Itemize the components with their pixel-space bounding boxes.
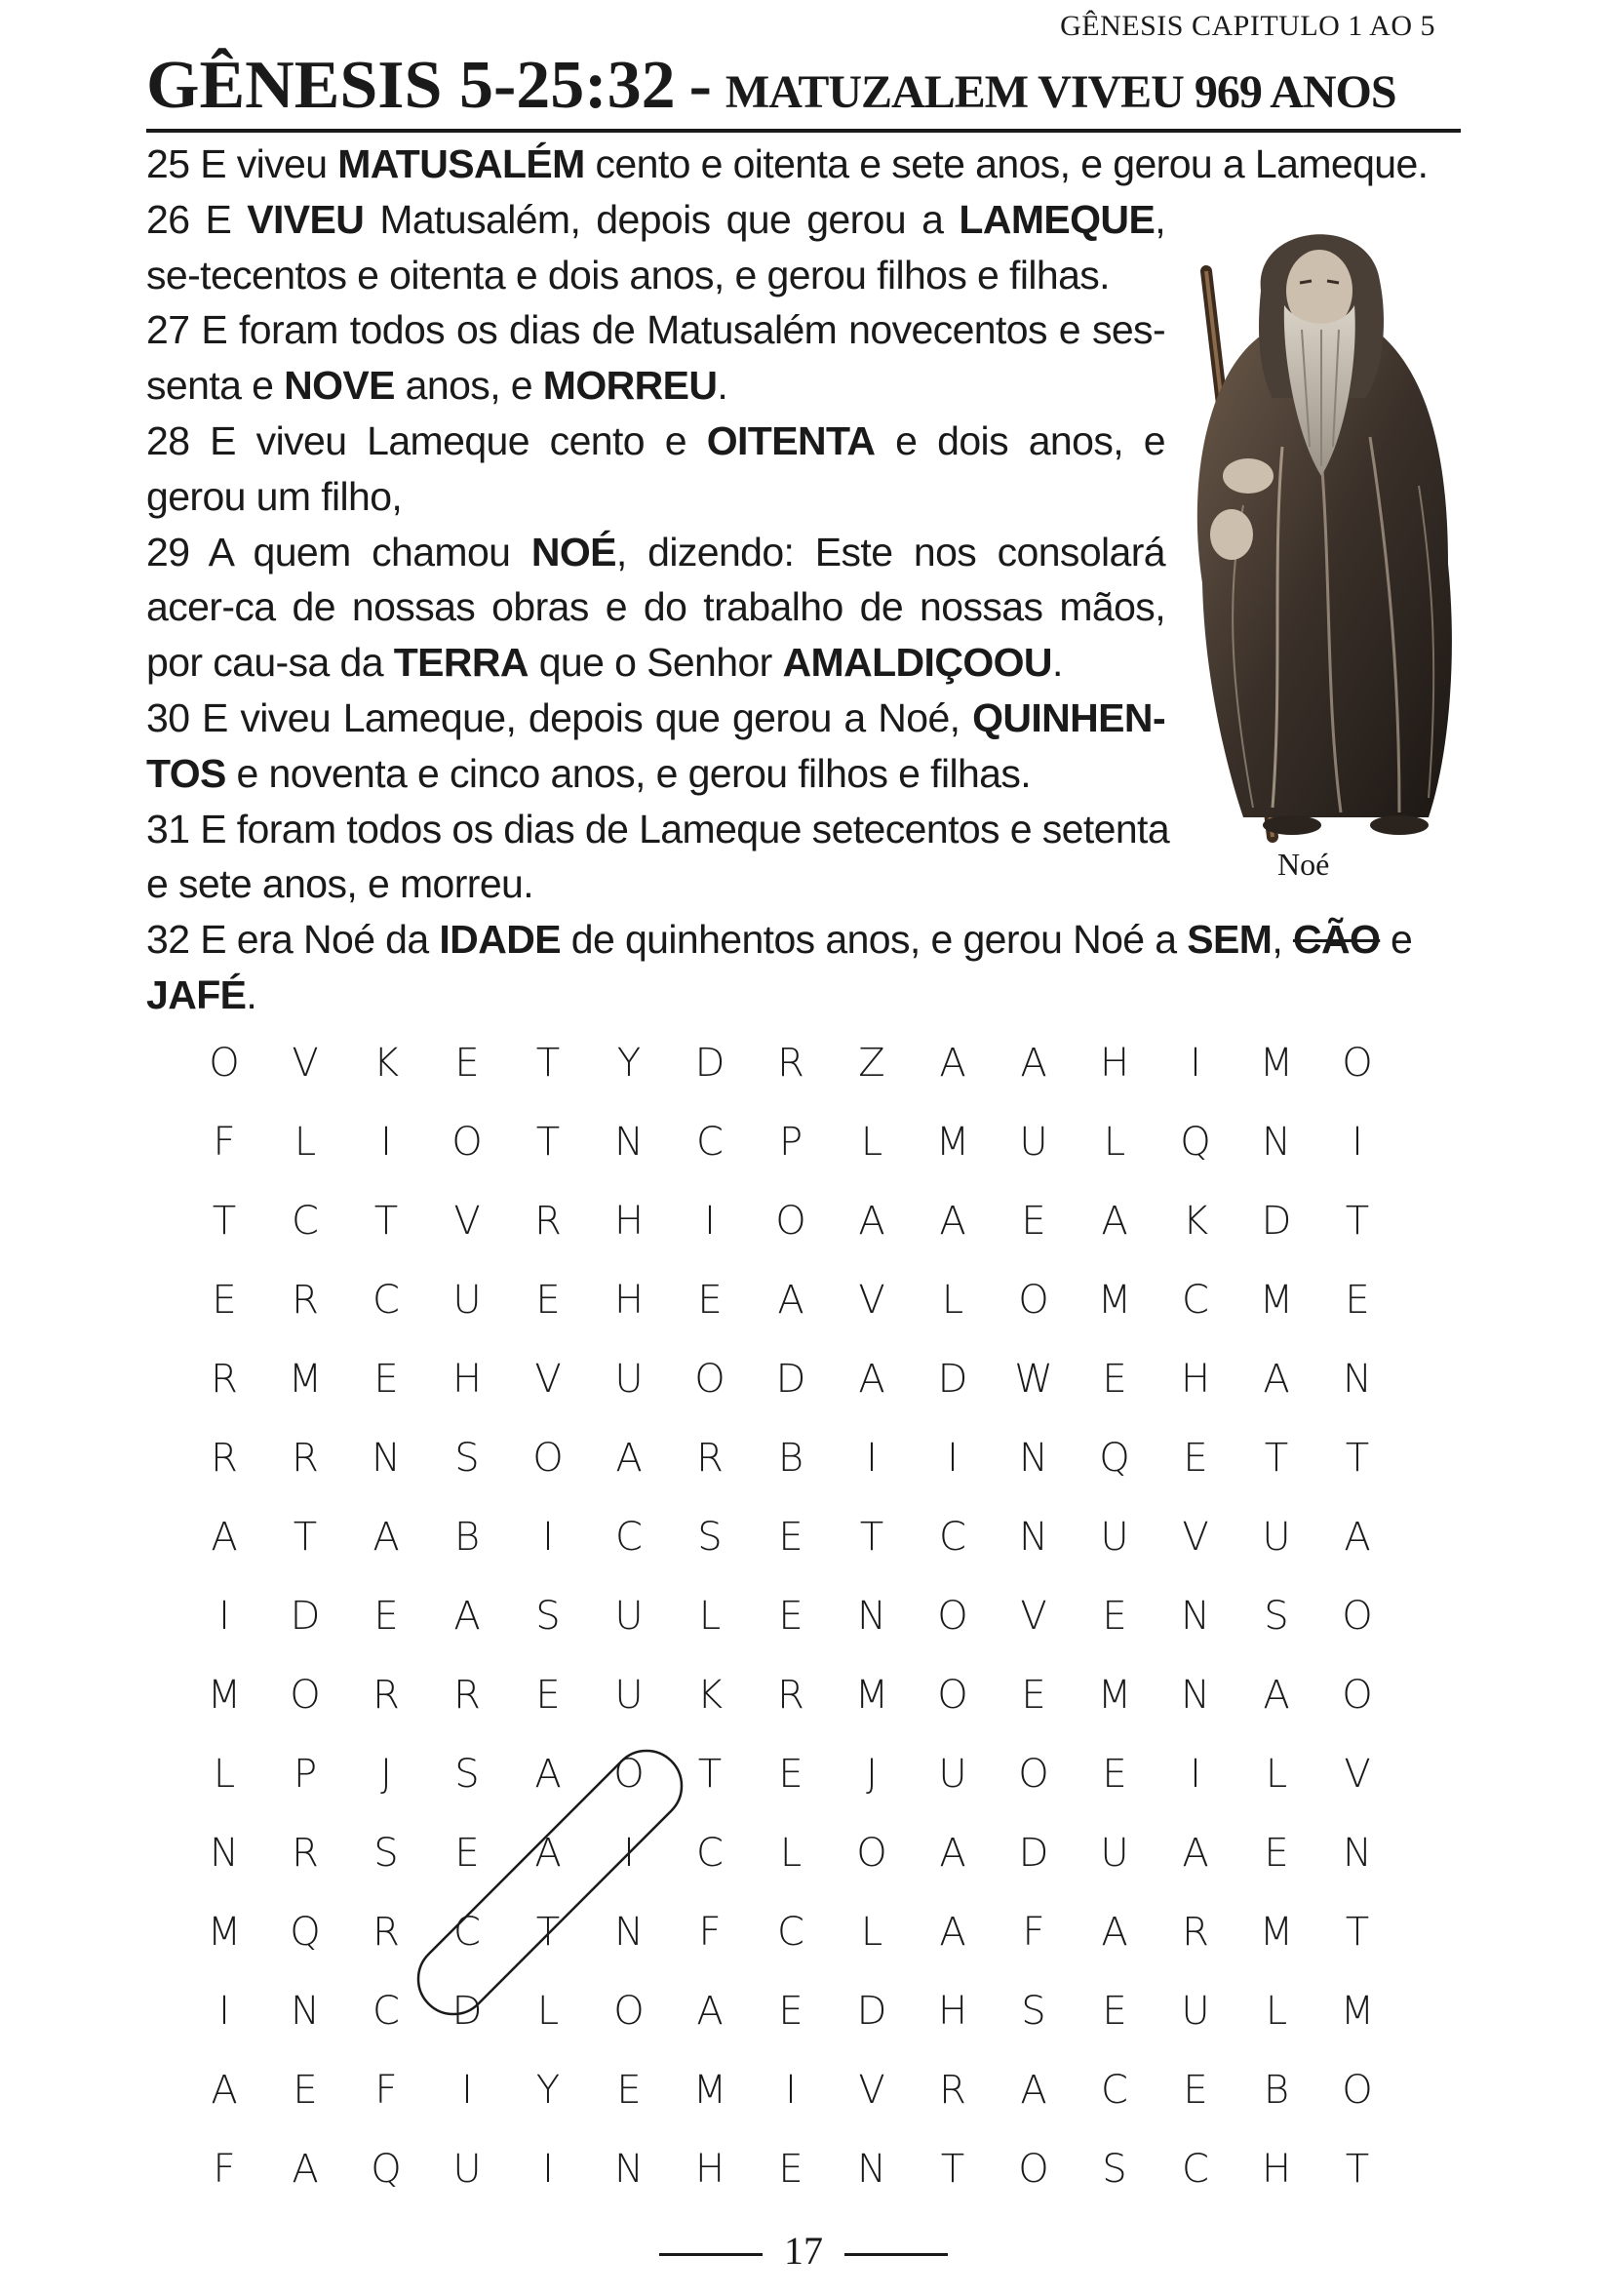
grid-letter[interactable]: M (1259, 1278, 1294, 1323)
verse-28 (146, 414, 1165, 525)
bold-word: IDADE (439, 917, 561, 963)
grid-letter[interactable]: V (858, 2068, 885, 2113)
grid-letter[interactable]: E (1021, 1199, 1046, 1244)
verse-text: anos, e (394, 363, 543, 409)
grid-letter[interactable]: S (373, 1831, 399, 1876)
grid-letter[interactable]: I (866, 1436, 878, 1481)
grid-letter[interactable]: O (1342, 2068, 1373, 2113)
grid-letter[interactable]: E (373, 1357, 399, 1402)
grid-letter[interactable]: A (292, 2147, 319, 2192)
verse-text: de quinhentos anos, e gerou Noé a (560, 917, 1188, 963)
verse-text: 27 E foram todos os dias de Matusalém novecentos e ses-senta e (146, 307, 1165, 409)
verse-text: 25 E viveu (146, 141, 338, 186)
verse-text: Matusalém, depois que gerou a (364, 196, 960, 242)
grid-letter[interactable]: Y (616, 1041, 642, 1086)
grid-letter[interactable]: B (1263, 2068, 1290, 2113)
bold-word: MORREU (542, 363, 718, 409)
grid-letter[interactable]: U (1100, 1515, 1129, 1560)
grid-letter[interactable]: E (535, 1673, 561, 1718)
grid-letter[interactable]: H (1261, 2147, 1292, 2192)
grid-letter[interactable]: O (290, 1673, 321, 1718)
grid-letter[interactable]: R (939, 2068, 966, 2113)
grid-letter[interactable]: T (535, 1041, 561, 1086)
grid-letter[interactable]: O (1018, 2147, 1049, 2192)
grid-letter[interactable]: D (451, 1989, 483, 2034)
verse-text: e noventa e cinco anos, e gerou filhos e filhas. (225, 750, 1032, 796)
grid-letter[interactable]: E (1102, 1752, 1127, 1797)
grid-letter[interactable]: O (856, 1831, 887, 1876)
grid-letter[interactable]: R (292, 1278, 319, 1323)
verse-text: . (1051, 640, 1063, 686)
verse-text: e (1380, 917, 1413, 963)
grid-letter[interactable]: R (696, 1436, 724, 1481)
grid-letter[interactable]: V (1020, 1594, 1047, 1639)
grid-letter[interactable]: R (777, 1041, 804, 1086)
grid-letter[interactable]: M (288, 1357, 323, 1402)
grid-letter[interactable]: E (778, 2147, 804, 2192)
grid-letter[interactable]: M (1097, 1673, 1132, 1718)
verse-text: 32 E era Noé da (146, 917, 440, 963)
grid-letter[interactable]: D (775, 1357, 806, 1402)
grid-letter[interactable]: R (777, 1673, 804, 1718)
grid-letter[interactable]: I (947, 1436, 959, 1481)
grid-letter[interactable]: E (778, 1989, 804, 2034)
grid-letter[interactable]: U (1181, 1989, 1210, 2034)
grid-letter[interactable]: L (941, 1278, 964, 1323)
grid-letter[interactable]: I (218, 1989, 230, 2034)
grid-letter[interactable]: L (1265, 1989, 1288, 2034)
grid-letter[interactable]: T (535, 1910, 561, 1955)
grid-letter[interactable]: S (1021, 1989, 1046, 2034)
grid-letter[interactable]: E (778, 1752, 804, 1797)
grid-letter[interactable]: S (1264, 1594, 1289, 1639)
grid-letter[interactable]: T (212, 1199, 237, 1244)
grid-letter[interactable]: H (694, 2147, 725, 2192)
grid-letter[interactable]: E (212, 1278, 237, 1323)
title-reference: GÊNESIS 5-25:32 (146, 48, 676, 123)
grid-letter[interactable]: A (1263, 1357, 1290, 1402)
grid-letter[interactable]: S (454, 1436, 480, 1481)
grid-letter[interactable]: U (614, 1357, 644, 1402)
grid-letter[interactable]: U (614, 1673, 644, 1718)
grid-letter[interactable]: I (623, 1831, 635, 1876)
running-header: GÊNESIS CAPITULO 1 AO 5 (1060, 10, 1435, 42)
grid-letter[interactable]: R (211, 1357, 238, 1402)
bold-word: TERRA (393, 640, 529, 686)
grid-letter[interactable]: I (542, 1515, 554, 1560)
grid-letter[interactable]: A (696, 1989, 724, 2034)
grid-letter[interactable]: F (213, 2147, 236, 2192)
grid-letter[interactable]: N (1019, 1515, 1048, 1560)
verse-26 (146, 192, 1165, 303)
illustration-caption: Noé (1277, 847, 1330, 882)
grid-letter[interactable]: T (1345, 2147, 1370, 2192)
verse-text: e dois anos, e gerou um filho, (146, 417, 1165, 519)
grid-letter[interactable]: L (213, 1752, 236, 1797)
grid-letter[interactable]: A (1344, 1515, 1371, 1560)
grid-letter[interactable]: E (616, 2068, 642, 2113)
grid-letter[interactable]: T (1345, 1436, 1370, 1481)
grid-letter[interactable]: K (696, 1673, 724, 1718)
verse-text: 31 E foram todos os dias de Lameque setecentos e setenta e sete anos, e morreu. (146, 806, 1170, 907)
grid-letter[interactable]: E (1183, 2068, 1208, 2113)
word-search-grid[interactable] (185, 1041, 1394, 2253)
grid-letter[interactable]: D (1261, 1199, 1292, 1244)
grid-letter[interactable]: I (1190, 1752, 1201, 1797)
verse-text: cento e oitenta e sete anos, e gerou a Lameque. (584, 141, 1429, 186)
grid-letter[interactable]: E (778, 1515, 804, 1560)
grid-letter[interactable]: E (373, 1594, 399, 1639)
grid-letter[interactable]: A (211, 2068, 238, 2113)
verse-text: 26 E (146, 196, 248, 242)
grid-letter[interactable]: N (1019, 1436, 1048, 1481)
grid-letter[interactable]: V (453, 1199, 481, 1244)
grid-letter[interactable]: E (1345, 1278, 1370, 1323)
verse-text: 30 E viveu Lameque, depois que gerou a Noé, (146, 694, 973, 740)
grid-letter[interactable]: L (1265, 1752, 1288, 1797)
grid-letter[interactable]: A (453, 1594, 481, 1639)
grid-letter[interactable]: U (1262, 1515, 1291, 1560)
grid-letter[interactable]: E (697, 1278, 723, 1323)
grid-letter[interactable]: T (940, 2147, 965, 2192)
grid-letter[interactable]: S (454, 1752, 480, 1797)
grid-letter[interactable]: N (1343, 1831, 1372, 1876)
grid-letter[interactable]: Q (371, 2147, 402, 2192)
grid-letter[interactable]: O (1342, 1673, 1373, 1718)
grid-letter[interactable]: M (692, 2068, 727, 2113)
grid-letter[interactable]: O (532, 1436, 564, 1481)
verse-30 (146, 691, 1165, 802)
grid-letter[interactable]: O (937, 1594, 968, 1639)
grid-letter[interactable]: O (613, 1989, 645, 2034)
grid-letter[interactable]: H (937, 1989, 968, 2034)
grid-letter[interactable]: B (777, 1436, 804, 1481)
grid-letter[interactable]: S (1102, 2147, 1127, 2192)
grid-letter[interactable]: D (856, 1989, 887, 2034)
grid-letter[interactable]: K (372, 1041, 400, 1086)
verse-text: 28 E viveu Lameque cento e (146, 417, 707, 463)
grid-letter[interactable]: A (534, 1752, 562, 1797)
grid-letter[interactable]: I (542, 2147, 554, 2192)
grid-letter[interactable]: H (1180, 1357, 1211, 1402)
grid-letter[interactable]: R (211, 1436, 238, 1481)
grid-letter[interactable]: I (380, 1120, 392, 1165)
grid-letter[interactable]: E (454, 1831, 480, 1876)
grid-letter[interactable]: C (372, 1989, 400, 2034)
verse-text: 29 A quem chamou (146, 529, 531, 574)
bold-word: NOVE (284, 363, 395, 409)
grid-letter[interactable]: A (1020, 1041, 1047, 1086)
verse-25 (146, 137, 1472, 192)
grid-letter[interactable]: V (1344, 1752, 1371, 1797)
grid-letter[interactable]: U (614, 1594, 644, 1639)
bold-word: OITENTA (706, 417, 876, 463)
grid-letter[interactable]: M (935, 1120, 970, 1165)
grid-letter[interactable]: E (293, 2068, 318, 2113)
grid-letter[interactable]: N (1343, 1357, 1372, 1402)
grid-letter[interactable]: T (535, 1120, 561, 1165)
grid-letter[interactable]: H (1099, 1041, 1130, 1086)
grid-letter[interactable]: F (213, 1120, 236, 1165)
grid-letter[interactable]: O (1342, 1041, 1373, 1086)
grid-letter[interactable]: U (452, 1278, 482, 1323)
grid-letter[interactable]: K (1182, 1199, 1209, 1244)
grid-letter[interactable]: Q (1180, 1120, 1211, 1165)
grid-letter[interactable]: M (854, 1673, 889, 1718)
grid-letter[interactable]: F (698, 1910, 722, 1955)
grid-letter[interactable]: U (1100, 1831, 1129, 1876)
grid-letter[interactable]: C (453, 1910, 481, 1955)
grid-letter[interactable]: U (1019, 1120, 1048, 1165)
grid-letter[interactable]: E (1102, 1594, 1127, 1639)
grid-letter[interactable]: E (1021, 1673, 1046, 1718)
grid-letter[interactable]: B (453, 1515, 481, 1560)
grid-letter[interactable]: N (857, 2147, 886, 2192)
grid-letter[interactable]: C (1101, 2068, 1128, 2113)
grid-letter[interactable]: D (290, 1594, 321, 1639)
grid-letter[interactable]: L (294, 1120, 317, 1165)
grid-letter[interactable]: A (211, 1515, 238, 1560)
grid-letter[interactable]: A (1020, 2068, 1047, 2113)
grid-letter[interactable]: N (1262, 1120, 1291, 1165)
grid-letter[interactable]: E (1183, 1436, 1208, 1481)
grid-letter[interactable]: R (453, 1673, 481, 1718)
footer-rule-left (659, 2253, 763, 2256)
grid-letter[interactable]: T (293, 1515, 318, 1560)
grid-letter[interactable]: N (372, 1436, 401, 1481)
grid-letter[interactable]: V (858, 1278, 885, 1323)
grid-letter[interactable]: N (857, 1594, 886, 1639)
grid-letter[interactable]: R (534, 1199, 562, 1244)
grid-letter[interactable]: E (454, 1041, 480, 1086)
grid-letter[interactable]: T (1345, 1199, 1370, 1244)
grid-letter[interactable]: R (1182, 1910, 1209, 1955)
grid-letter[interactable]: A (939, 1199, 966, 1244)
grid-letter[interactable]: O (613, 1752, 645, 1797)
grid-letter[interactable]: O (1018, 1278, 1049, 1323)
grid-letter[interactable]: O (1018, 1752, 1049, 1797)
grid-letter[interactable]: A (939, 1910, 966, 1955)
grid-letter[interactable]: L (536, 1989, 560, 2034)
grid-letter[interactable]: N (1181, 1594, 1210, 1639)
grid-letter[interactable]: M (1340, 1989, 1375, 2034)
grid-letter[interactable]: D (1018, 1831, 1049, 1876)
verse-32 (146, 912, 1472, 1023)
grid-letter[interactable]: Y (535, 2068, 561, 2113)
grid-letter[interactable]: U (452, 2147, 482, 2192)
grid-letter[interactable]: Q (290, 1910, 321, 1955)
noah-illustration (1156, 213, 1468, 847)
grid-letter[interactable]: A (858, 1357, 885, 1402)
verse-text: que o Senhor (528, 640, 783, 686)
grid-letter[interactable]: C (615, 1515, 643, 1560)
page-footer (0, 2228, 1607, 2274)
grid-letter[interactable]: T (859, 1515, 884, 1560)
grid-letter[interactable]: A (1101, 1910, 1128, 1955)
grid-letter[interactable]: R (372, 1673, 400, 1718)
grid-letter[interactable]: S (535, 1594, 561, 1639)
grid-letter[interactable]: O (209, 1041, 240, 1086)
bold-word: NOÉ (530, 529, 616, 574)
footer-rule-right (844, 2253, 948, 2256)
verse-text: , se-tecentos e oitenta e dois anos, e gerou filhos e filhas. (146, 196, 1165, 297)
grid-letter[interactable]: I (461, 2068, 473, 2113)
grid-letter[interactable]: I (1352, 1120, 1363, 1165)
verse-text: . (246, 971, 257, 1017)
bold-word: SEM (1187, 917, 1273, 963)
grid-letter[interactable]: A (1101, 1199, 1128, 1244)
verse-27 (146, 302, 1165, 414)
grid-letter[interactable]: V (1182, 1515, 1209, 1560)
verse-text: . (717, 363, 728, 409)
grid-letter[interactable]: A (615, 1436, 643, 1481)
page-title (146, 47, 1461, 133)
grid-letter[interactable]: N (210, 1831, 239, 1876)
grid-letter[interactable]: L (779, 1831, 803, 1876)
grid-letter[interactable]: C (1182, 2147, 1209, 2192)
grid-letter[interactable]: H (613, 1199, 645, 1244)
grid-letter[interactable]: J (380, 1752, 392, 1797)
grid-letter[interactable]: D (694, 1041, 725, 1086)
grid-letter[interactable]: I (218, 1594, 230, 1639)
bold-word: VIVEU (247, 196, 365, 242)
bold-word: MATUSALÉM (337, 141, 585, 186)
grid-letter[interactable]: N (1181, 1673, 1210, 1718)
grid-letter[interactable]: V (292, 1041, 319, 1086)
grid-letter[interactable]: T (1264, 1436, 1289, 1481)
grid-letter[interactable]: M (1097, 1278, 1132, 1323)
grid-letter[interactable]: E (1102, 1357, 1127, 1402)
grid-letter[interactable]: A (777, 1278, 804, 1323)
bold-word: CÃO (1292, 917, 1381, 963)
grid-letter[interactable]: W (1014, 1357, 1053, 1402)
grid-letter[interactable]: C (939, 1515, 966, 1560)
grid-letter[interactable]: M (1259, 1041, 1294, 1086)
grid-letter[interactable]: N (614, 1120, 644, 1165)
grid-letter[interactable]: U (938, 1752, 967, 1797)
grid-letter[interactable]: H (613, 1278, 645, 1323)
grid-letter[interactable]: M (207, 1910, 242, 1955)
grid-letter[interactable]: N (614, 1910, 644, 1955)
bold-word: QUINHEN-TOS (146, 694, 1165, 796)
bold-word: JAFÉ (146, 971, 247, 1017)
grid-letter[interactable]: A (1263, 1673, 1290, 1718)
grid-letter[interactable]: C (696, 1831, 724, 1876)
grid-letter[interactable]: P (293, 1752, 318, 1797)
grid-letter[interactable]: A (1182, 1831, 1209, 1876)
grid-letter[interactable]: C (1182, 1278, 1209, 1323)
grid-letter[interactable]: I (704, 1199, 716, 1244)
title-subtitle: MATUZALEM VIVEU 969 ANOS (725, 66, 1396, 118)
grid-letter[interactable]: N (291, 1989, 320, 2034)
grid-letter[interactable]: O (1342, 1594, 1373, 1639)
grid-letter[interactable]: F (374, 2068, 398, 2113)
grid-letter[interactable]: I (785, 2068, 797, 2113)
grid-letter[interactable]: O (451, 1120, 483, 1165)
grid-letter[interactable]: S (697, 1515, 723, 1560)
grid-letter[interactable]: L (1103, 1120, 1126, 1165)
grid-letter[interactable]: C (372, 1278, 400, 1323)
grid-letter[interactable]: J (866, 1752, 878, 1797)
grid-letter[interactable]: C (292, 1199, 319, 1244)
grid-letter[interactable]: R (292, 1436, 319, 1481)
verse-text: , (1272, 917, 1293, 963)
verse-31 (146, 802, 1199, 913)
grid-letter[interactable]: O (937, 1673, 968, 1718)
grid-letter[interactable]: L (860, 1910, 883, 1955)
grid-letter[interactable]: P (778, 1120, 804, 1165)
grid-letter[interactable]: M (1259, 1910, 1294, 1955)
grid-letter[interactable]: E (778, 1594, 804, 1639)
page-number: 17 (784, 2229, 823, 2273)
bold-word: LAMEQUE (959, 196, 1156, 242)
grid-letter[interactable]: E (535, 1278, 561, 1323)
grid-letter[interactable]: L (860, 1120, 883, 1165)
grid-letter[interactable]: T (373, 1199, 399, 1244)
grid-letter[interactable]: Z (858, 1041, 885, 1086)
grid-letter[interactable]: O (694, 1357, 725, 1402)
grid-letter[interactable]: A (939, 1831, 966, 1876)
grid-letter[interactable]: A (534, 1831, 562, 1876)
grid-letter[interactable]: M (207, 1673, 242, 1718)
grid-letter[interactable]: N (614, 2147, 644, 2192)
title-separator: - (688, 48, 712, 123)
grid-letter[interactable]: R (292, 1831, 319, 1876)
grid-letter[interactable]: O (775, 1199, 806, 1244)
grid-letter[interactable]: H (451, 1357, 483, 1402)
verse-29 (146, 525, 1165, 691)
grid-letter[interactable]: E (1264, 1831, 1289, 1876)
grid-letter[interactable]: C (696, 1120, 724, 1165)
grid-letter[interactable]: A (372, 1515, 400, 1560)
grid-letter[interactable]: Q (1099, 1436, 1130, 1481)
grid-letter[interactable]: A (858, 1199, 885, 1244)
grid-letter[interactable]: D (937, 1357, 968, 1402)
grid-letter[interactable]: L (698, 1594, 722, 1639)
grid-letter[interactable]: R (372, 1910, 400, 1955)
grid-letter[interactable]: T (1345, 1910, 1370, 1955)
grid-letter[interactable]: T (697, 1752, 723, 1797)
grid-letter[interactable]: E (1102, 1989, 1127, 2034)
grid-letter[interactable]: A (939, 1041, 966, 1086)
grid-letter[interactable]: I (1190, 1041, 1201, 1086)
bold-word: AMALDIÇOOU (782, 640, 1052, 686)
grid-letter[interactable]: V (534, 1357, 562, 1402)
verse-text: , dizendo: Este nos consolará acer-ca de nossas obras e do trabalho de nossas mãos, por cau-sa da (146, 529, 1165, 686)
grid-letter[interactable]: C (777, 1910, 804, 1955)
grid-letter[interactable]: F (1022, 1910, 1045, 1955)
